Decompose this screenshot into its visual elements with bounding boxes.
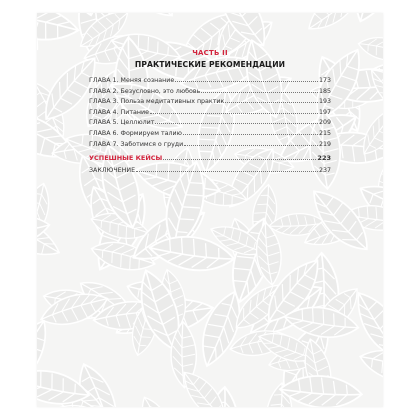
toc-success-cases[interactable] xyxy=(89,153,331,164)
dot-leader xyxy=(184,145,318,146)
part-title: ПРАКТИЧЕСКИЕ РЕКОМЕНДАЦИИ xyxy=(134,60,286,69)
toc-chapter-4[interactable] xyxy=(89,108,331,119)
toc-chapter-5[interactable] xyxy=(89,118,331,129)
toc-chapter-label: ГЛАВА 5. Целлюлит xyxy=(89,119,155,127)
table-of-contents xyxy=(89,49,331,176)
toc-conclusion[interactable] xyxy=(89,166,331,177)
dot-leader xyxy=(150,113,318,114)
toc-chapter-label: ГЛАВА 1. Меняя сознание xyxy=(89,77,175,84)
toc-page-number: 193 xyxy=(318,98,331,106)
toc-page-number: 185 xyxy=(318,87,331,95)
part-label: ЧАСТЬ II xyxy=(192,49,228,57)
toc-chapter-label: ГЛАВА 3. Польза медитативных практик xyxy=(89,98,225,106)
toc-chapter-label: ГЛАВА 4. Питание xyxy=(89,108,149,116)
dot-leader xyxy=(225,102,318,103)
toc-chapter-label: ГЛАВА 2. Безусловно, это любовь xyxy=(89,87,201,95)
toc-cases-label: УСПЕШНЫЕ КЕЙСЫ xyxy=(89,154,163,163)
dot-leader xyxy=(163,159,316,160)
toc-page-number: 219 xyxy=(318,140,331,148)
toc-conclusion-label: ЗАКЛЮЧЕНИЕ xyxy=(89,166,136,174)
dot-leader xyxy=(183,134,318,135)
toc-page-number: 173 xyxy=(318,77,331,84)
dot-leader xyxy=(155,123,318,124)
toc-page-number: 197 xyxy=(318,108,331,116)
book-page xyxy=(37,13,383,407)
toc-chapter-label: ГЛАВА 6. Формируем талию xyxy=(89,129,182,137)
dot-leader xyxy=(175,81,318,82)
toc-chapter-label: ГЛАВА 7. Заботимся о груди xyxy=(89,140,184,148)
toc-page-number: 209 xyxy=(318,119,331,127)
dot-leader xyxy=(136,171,318,172)
toc-chapter-2[interactable] xyxy=(89,87,331,98)
toc-page-number: 215 xyxy=(318,129,331,137)
toc-chapter-7[interactable] xyxy=(89,140,331,151)
toc-chapter-1[interactable] xyxy=(89,76,331,87)
toc-chapter-3[interactable] xyxy=(89,97,331,108)
toc-page-number: 237 xyxy=(318,166,331,174)
toc-chapter-6[interactable] xyxy=(89,129,331,140)
toc-page-number: 223 xyxy=(317,154,331,163)
dot-leader xyxy=(201,92,318,93)
